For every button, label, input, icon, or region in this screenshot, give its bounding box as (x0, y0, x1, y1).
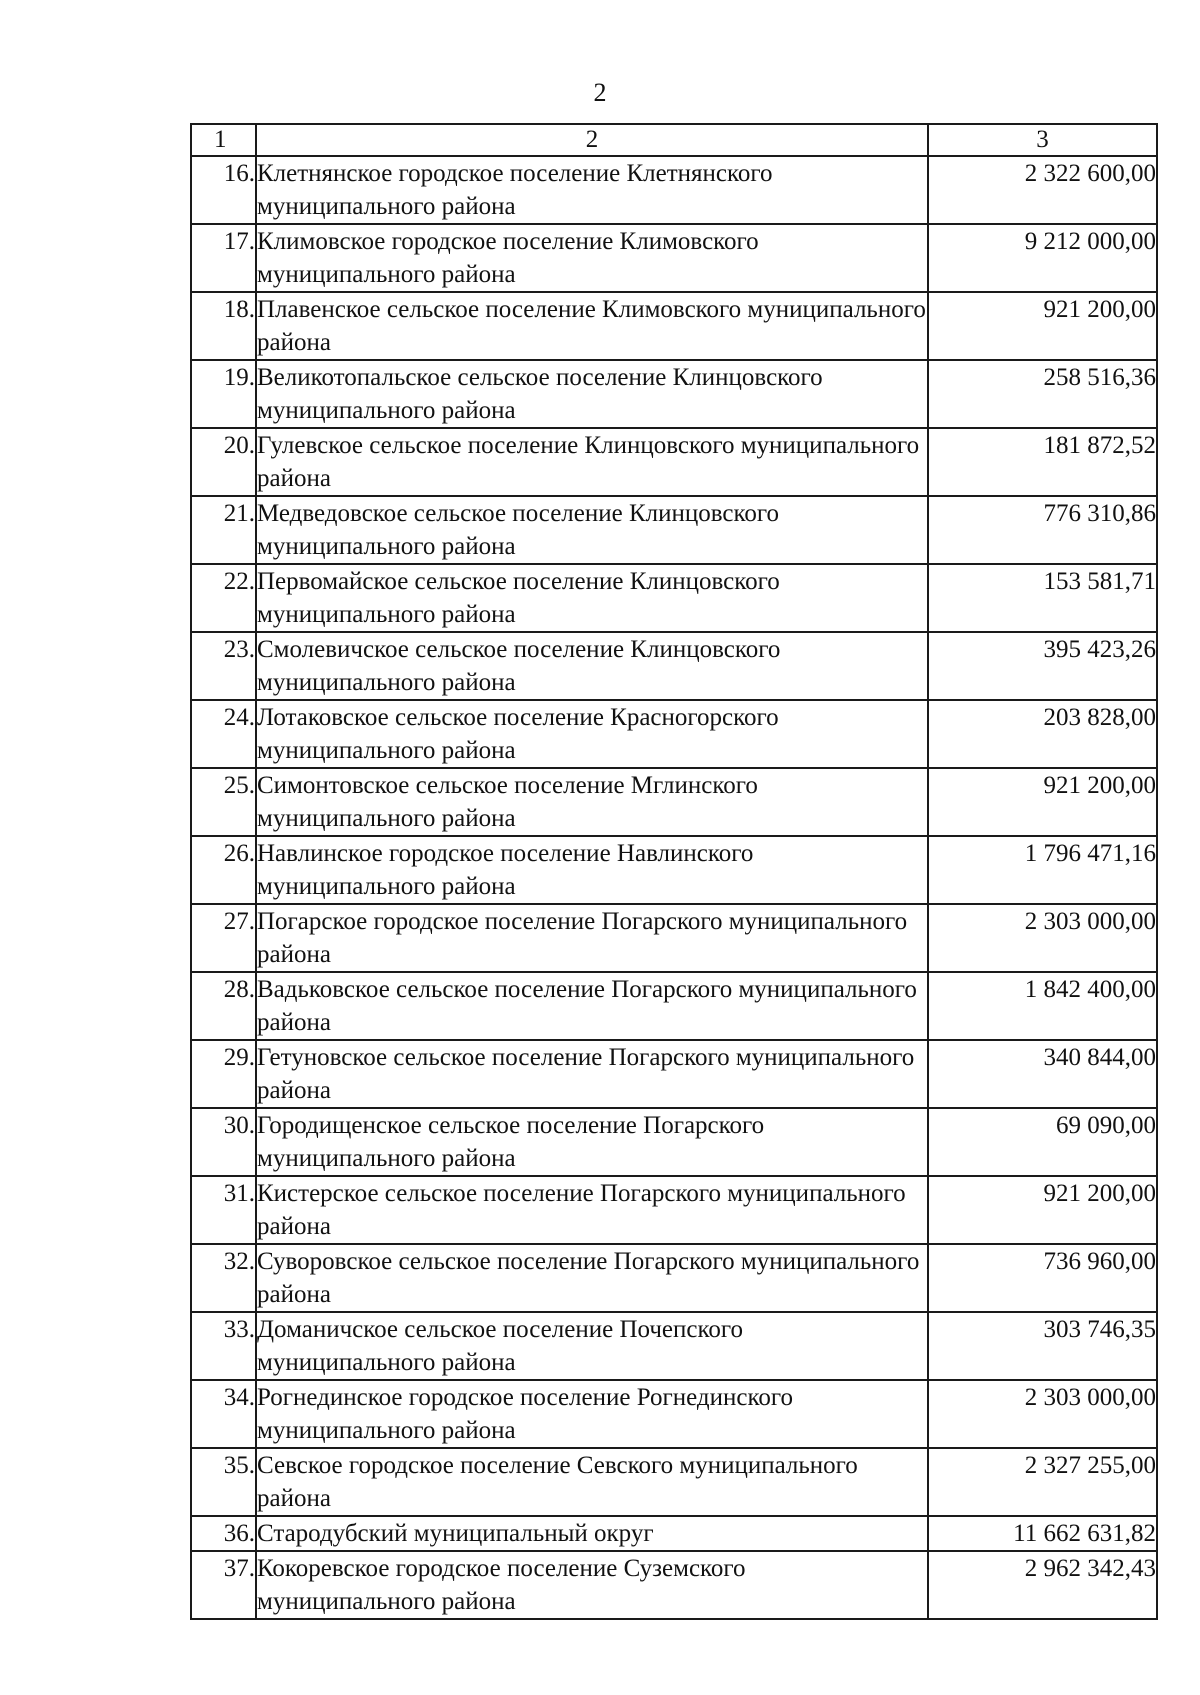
table-row (191, 1244, 1157, 1312)
amount-value: 2 322 600,00 (928, 156, 1157, 224)
page-number: 2 (593, 78, 607, 107)
row-number: 18. (191, 292, 256, 360)
table-row (191, 1108, 1157, 1176)
row-number: 24. (191, 700, 256, 768)
row-number: 23. (191, 632, 256, 700)
settlement-name: Гулевское сельское поселение Клинцовского муниципального района (256, 428, 928, 496)
amount-value: 736 960,00 (928, 1244, 1157, 1312)
settlement-name: Городищенское сельское поселение Погарского муниципального района (256, 1108, 928, 1176)
amount-value: 921 200,00 (928, 292, 1157, 360)
settlement-name: Гетуновское сельское поселение Погарского муниципального района (256, 1040, 928, 1108)
settlement-name: Стародубский муниципальный округ (256, 1516, 928, 1551)
table-row (191, 428, 1157, 496)
amount-value: 153 581,71 (928, 564, 1157, 632)
settlement-name: Севское городское поселение Севского муниципального района (256, 1448, 928, 1516)
table-row (191, 564, 1157, 632)
settlement-name: Доманичское сельское поселение Почепского муниципального района (256, 1312, 928, 1380)
settlement-name: Климовское городское поселение Климовского муниципального района (256, 224, 928, 292)
row-number: 16. (191, 156, 256, 224)
settlement-name: Медведовское сельское поселение Клинцовского муниципального района (256, 496, 928, 564)
column-header-amount: 3 (928, 124, 1157, 156)
amount-value: 258 516,36 (928, 360, 1157, 428)
settlement-name: Лотаковское сельское поселение Красногорского муниципального района (256, 700, 928, 768)
row-number: 25. (191, 768, 256, 836)
row-number: 28. (191, 972, 256, 1040)
table-row (191, 1516, 1157, 1551)
row-number: 34. (191, 1380, 256, 1448)
settlement-name: Вадьковское сельское поселение Погарского муниципального района (256, 972, 928, 1040)
settlement-name: Первомайское сельское поселение Клинцовского муниципального района (256, 564, 928, 632)
row-number: 21. (191, 496, 256, 564)
table-row (191, 904, 1157, 972)
row-number: 30. (191, 1108, 256, 1176)
table-row (191, 496, 1157, 564)
table-row (191, 292, 1157, 360)
settlement-name: Кистерское сельское поселение Погарского муниципального района (256, 1176, 928, 1244)
row-number: 37. (191, 1551, 256, 1619)
row-number: 29. (191, 1040, 256, 1108)
settlements-table (190, 123, 1158, 1620)
settlement-name: Кокоревское городское поселение Суземского муниципального района (256, 1551, 928, 1619)
table-row (191, 1176, 1157, 1244)
table-header-row (191, 124, 1157, 156)
table-row (191, 972, 1157, 1040)
row-number: 32. (191, 1244, 256, 1312)
table-row (191, 1380, 1157, 1448)
table-row (191, 1551, 1157, 1619)
amount-value: 203 828,00 (928, 700, 1157, 768)
amount-value: 2 327 255,00 (928, 1448, 1157, 1516)
amount-value: 11 662 631,82 (928, 1516, 1157, 1551)
row-number: 36. (191, 1516, 256, 1551)
row-number: 22. (191, 564, 256, 632)
table-row (191, 1312, 1157, 1380)
row-number: 26. (191, 836, 256, 904)
row-number: 31. (191, 1176, 256, 1244)
row-number: 33. (191, 1312, 256, 1380)
amount-value: 1 842 400,00 (928, 972, 1157, 1040)
settlement-name: Симонтовское сельское поселение Мглинского муниципального района (256, 768, 928, 836)
settlement-name: Навлинское городское поселение Навлинского муниципального района (256, 836, 928, 904)
table-row (191, 632, 1157, 700)
amount-value: 2 303 000,00 (928, 1380, 1157, 1448)
table-row (191, 1040, 1157, 1108)
settlement-name: Погарское городское поселение Погарского муниципального района (256, 904, 928, 972)
amount-value: 2 962 342,43 (928, 1551, 1157, 1619)
row-number: 17. (191, 224, 256, 292)
amount-value: 69 090,00 (928, 1108, 1157, 1176)
table-row (191, 156, 1157, 224)
row-number: 19. (191, 360, 256, 428)
table-row (191, 768, 1157, 836)
amount-value: 1 796 471,16 (928, 836, 1157, 904)
amount-value: 776 310,86 (928, 496, 1157, 564)
table-body (191, 124, 1157, 1619)
column-header-name: 2 (256, 124, 928, 156)
amount-value: 303 746,35 (928, 1312, 1157, 1380)
column-header-number: 1 (191, 124, 256, 156)
row-number: 20. (191, 428, 256, 496)
table-row (191, 700, 1157, 768)
amount-value: 2 303 000,00 (928, 904, 1157, 972)
table-row (191, 224, 1157, 292)
settlement-name: Смолевичское сельское поселение Клинцовского муниципального района (256, 632, 928, 700)
table-row (191, 1448, 1157, 1516)
amount-value: 181 872,52 (928, 428, 1157, 496)
settlement-name: Рогнединское городское поселение Рогнединского муниципального района (256, 1380, 928, 1448)
amount-value: 340 844,00 (928, 1040, 1157, 1108)
settlement-name: Великотопальское сельское поселение Клинцовского муниципального района (256, 360, 928, 428)
settlement-name: Плавенское сельское поселение Климовского муниципального района (256, 292, 928, 360)
settlement-name: Суворовское сельское поселение Погарского муниципального района (256, 1244, 928, 1312)
amount-value: 395 423,26 (928, 632, 1157, 700)
settlement-name: Клетнянское городское поселение Клетнянского муниципального района (256, 156, 928, 224)
amount-value: 921 200,00 (928, 768, 1157, 836)
table-row (191, 360, 1157, 428)
amount-value: 9 212 000,00 (928, 224, 1157, 292)
row-number: 27. (191, 904, 256, 972)
table-row (191, 836, 1157, 904)
amount-value: 921 200,00 (928, 1176, 1157, 1244)
row-number: 35. (191, 1448, 256, 1516)
